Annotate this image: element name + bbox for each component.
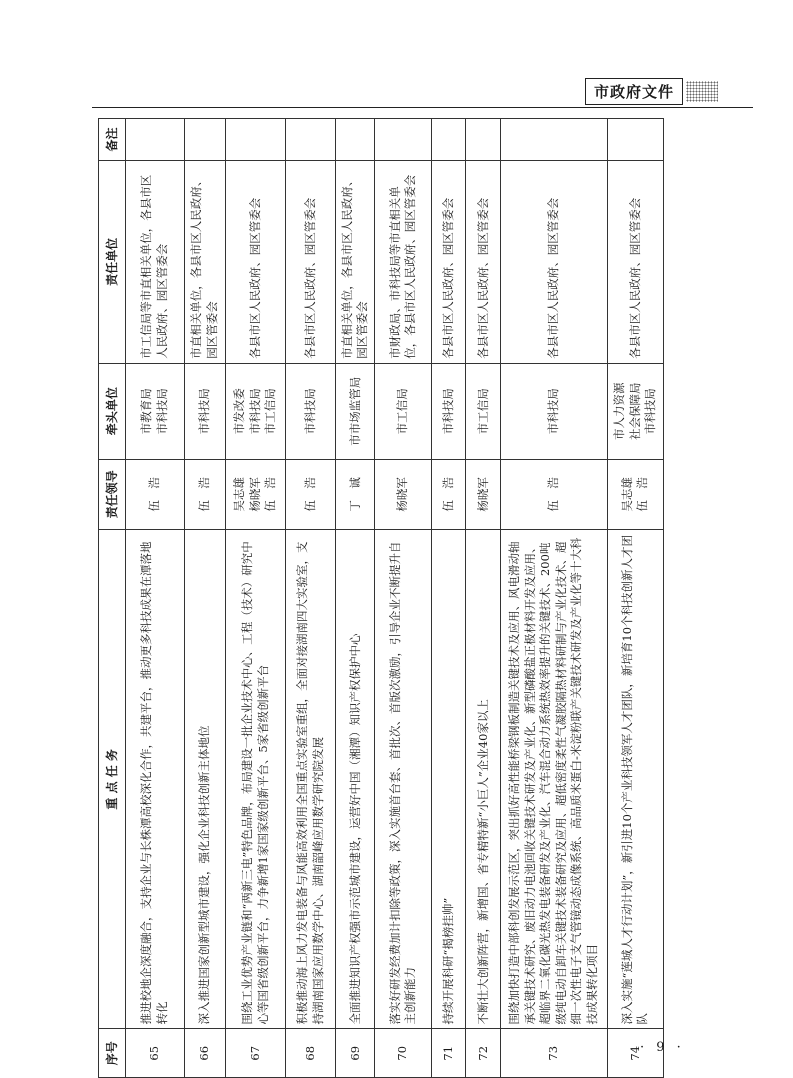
lead-units: [431, 363, 466, 459]
responsible-leaders: [184, 459, 225, 530]
col-header-task: 重 点 任 务: [99, 530, 126, 1029]
lead-units: [501, 363, 607, 459]
responsible-leaders: [126, 459, 185, 530]
task-text: 落实好研发经费加计扣除等政策，深入实施首台套、首批次、首版次激励，引导企业不断提升自主创新能力: [375, 530, 431, 1029]
row-number: 67: [225, 1029, 286, 1078]
lead-units: [375, 363, 431, 459]
responsible-leaders: [286, 459, 336, 530]
row-number: 71: [431, 1029, 466, 1078]
lead-unit-name: 市科技局: [546, 388, 561, 435]
row-number: 65: [126, 1029, 185, 1078]
responsible-leaders: [607, 459, 663, 530]
table-row: [607, 119, 663, 1078]
task-table-container: [98, 118, 664, 1078]
note-cell: [225, 119, 286, 161]
responsible-units: 各县市区人民政府、园区管委会: [225, 160, 286, 363]
note-cell: [431, 119, 466, 161]
row-number: 72: [466, 1029, 501, 1078]
header-rule: [92, 107, 753, 108]
lead-unit-name: 市科技局: [643, 388, 658, 435]
responsible-units: 市财政局、市科技局等市直相关单位，各县市区人民政府、园区管委会: [375, 160, 431, 363]
leader-name: 伍 浩: [635, 477, 650, 512]
task-text: 全面推进知识产权强市示范城市建设，运营好中国（湘潭）知识产权保护中心: [336, 530, 375, 1029]
lead-units: [184, 363, 225, 459]
lead-unit-name: 市教育局: [139, 388, 154, 435]
lead-units: [286, 363, 336, 459]
row-number: 73: [501, 1029, 607, 1078]
responsible-units: 各县市区人民政府、园区管委会: [607, 160, 663, 363]
leader-name: 伍 浩: [440, 477, 455, 512]
note-cell: [126, 119, 185, 161]
task-text: 不断壮大创新阵营，新增国、省专精特新“小巨人”企业40家以上: [466, 530, 501, 1029]
lead-unit-name: 市发改委: [232, 388, 247, 435]
note-cell: [466, 119, 501, 161]
note-cell: [607, 119, 663, 161]
table-row: [225, 119, 286, 1078]
responsible-leaders: [431, 459, 466, 530]
col-header-note: 备注: [99, 119, 126, 161]
leader-name: 伍 浩: [546, 477, 561, 512]
lead-units: [126, 363, 185, 459]
row-number: 70: [375, 1029, 431, 1078]
table-row: [126, 119, 185, 1078]
lead-unit-name: 市科技局: [303, 388, 318, 435]
responsible-units: 各县市区人民政府、园区管委会: [431, 160, 466, 363]
lead-unit-name: 市科技局: [196, 388, 211, 435]
lead-unit-name: 市工信局: [395, 388, 410, 435]
leader-name: 吴志雄: [619, 477, 634, 512]
leader-name: 伍 浩: [147, 477, 162, 512]
note-cell: [501, 119, 607, 161]
leader-name: 丁 诚: [347, 477, 362, 512]
table-row: [286, 119, 336, 1078]
col-header-number: 序号: [99, 1029, 126, 1078]
note-cell: [286, 119, 336, 161]
leader-name: 伍 浩: [196, 477, 211, 512]
table-header-row: [99, 119, 126, 1078]
task-text: 推进校地企深度融合，支持企业与长株潭高校深化合作，共建平台，推动更多科技成果在潭落地转化: [126, 530, 185, 1029]
lead-unit-name: 市人力资源: [611, 382, 626, 440]
task-table: [98, 118, 664, 1078]
task-text: 深入实施“莲城人才行动计划”，新引进10个产业科技领军人才团队，新培育10个科技创新人才团队: [607, 530, 663, 1029]
col-header-lead-unit: 牵头单位: [99, 363, 126, 459]
row-number: 68: [286, 1029, 336, 1078]
note-cell: [336, 119, 375, 161]
responsible-units: 市工信局等市直相关单位，各县市区人民政府、园区管委会: [126, 160, 185, 363]
responsible-leaders: [225, 459, 286, 530]
lead-unit-name: 市科技局: [247, 388, 262, 435]
task-text: 围绕工业优势产业链和“两新三电”特色品牌，布局建设一批企业技术中心、工程（技术）研究中心等国省级创新平台，力争新增1家国家级创新平台、5家省级创新平台: [225, 530, 286, 1029]
responsible-units: 各县市区人民政府、园区管委会: [286, 160, 336, 363]
lead-units: [225, 363, 286, 459]
lead-unit-name: 市科技局: [440, 388, 455, 435]
responsible-units: 市直相关单位，各县市区人民政府、园区管委会: [336, 160, 375, 363]
leader-name: 伍 浩: [303, 477, 318, 512]
table-row: [375, 119, 431, 1078]
table-row: [336, 119, 375, 1078]
lead-unit-name: 市科技局: [154, 388, 169, 435]
row-number: 66: [184, 1029, 225, 1078]
lead-units: [336, 363, 375, 459]
responsible-units: 各县市区人民政府、园区管委会: [501, 160, 607, 363]
row-number: 74: [607, 1029, 663, 1078]
leader-name: 杨晓军: [247, 477, 262, 512]
note-cell: [184, 119, 225, 161]
table-row: [466, 119, 501, 1078]
lead-unit-name: 市工信局: [263, 388, 278, 435]
lead-units: [466, 363, 501, 459]
row-number: 69: [336, 1029, 375, 1078]
lead-unit-name: 市工信局: [475, 388, 490, 435]
table-row: [184, 119, 225, 1078]
task-text: 积极推动海上风力发电装备与风能高效利用全国重点实验室重组，全面对接湖南四大实验室，支持湖南国家应用数学中心、湖南韶峰应用数学研究院发展: [286, 530, 336, 1029]
task-text: 深入推进国家创新型城市建设，强化企业科技创新主体地位: [184, 530, 225, 1029]
document-type-label: 市政府文件: [585, 78, 683, 105]
table-row: [501, 119, 607, 1078]
leader-name: 杨晓军: [475, 477, 490, 512]
leader-name: 伍 浩: [263, 477, 278, 512]
responsible-leaders: [336, 459, 375, 530]
col-header-leader: 责任领导: [99, 459, 126, 530]
table-row: [431, 119, 466, 1078]
responsible-units: 各县市区人民政府、园区管委会: [466, 160, 501, 363]
note-cell: [375, 119, 431, 161]
leader-name: 杨晓军: [395, 477, 410, 512]
responsible-leaders: [501, 459, 607, 530]
lead-units: [607, 363, 663, 459]
task-text: 持续开展科研“揭榜挂帅”: [431, 530, 466, 1029]
task-text: 围绕加快打造中部科创发展示范区，突出抓好高性能桥梁钢板制造关键技术及应用、风电滑动轴承关键技术研究、废旧动力电池回收关键技术研发及产业化、新型磷酸盐正极材料开发及应用、超临界二氧化碳光热发电装备研发及产业化、汽车混合动力系统热效率提升的关键技术、200吨级纯电动自卸车关键技术装备研究及应用、超低密度柔性气凝胶隔热材料研制与产业化技术、超细一次性电子支气管镜动态成像系统、高品质米蛋白-米淀粉联产关键技术研发及产业化等十大科技成果转化项目: [501, 530, 607, 1029]
col-header-responsible: 责任单位: [99, 160, 126, 363]
page-number: · 9 ·: [640, 1040, 685, 1055]
responsible-units: 市直相关单位，各县市区人民政府、园区管委会: [184, 160, 225, 363]
leader-name: 吴志雄: [232, 477, 247, 512]
task-table-body: [126, 119, 664, 1078]
lead-unit-name: 社会保障局: [627, 382, 642, 440]
responsible-leaders: [466, 459, 501, 530]
lead-unit-name: 市市场监管局: [347, 376, 362, 446]
responsible-leaders: [375, 459, 431, 530]
